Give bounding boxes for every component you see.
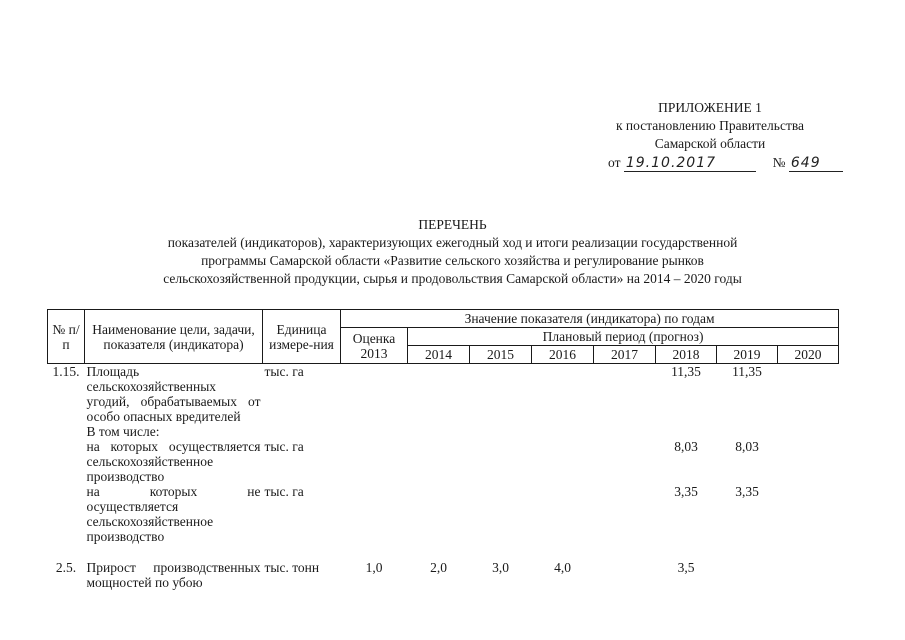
row-value <box>532 484 594 544</box>
number-prefix: № <box>772 155 786 170</box>
row-value: 3,0 <box>492 560 509 575</box>
row-num <box>48 484 85 544</box>
row-name: на которых осуществляется сельскохозяйственное производство <box>86 439 261 484</box>
header-year: 2018 <box>656 346 717 364</box>
header-plan-group: Плановый период (прогноз) <box>408 328 839 346</box>
table-row <box>48 424 839 439</box>
document-title <box>0 216 905 288</box>
title-line-2: программы Самарской области «Развитие сельского хозяйства и регулирование рынков <box>201 253 704 268</box>
row-value <box>470 439 532 484</box>
row-value <box>778 364 839 425</box>
handwritten-date: 19.10.2017 <box>624 156 756 172</box>
header-estimate: Оценка 2013 <box>341 328 408 364</box>
row-num <box>48 439 85 484</box>
row-value: 2,0 <box>430 560 447 575</box>
row-value <box>594 560 656 590</box>
row-name: Прирост производственных мощностей по убою <box>86 560 261 590</box>
row-name: на которых не осуществляется сельскохозяйственное производство <box>86 484 261 544</box>
row-value <box>717 424 778 439</box>
row-value <box>408 364 470 425</box>
indicators-table <box>47 309 839 590</box>
row-unit: тыс. га <box>264 484 304 499</box>
row-value: 11,35 <box>732 364 762 379</box>
row-value <box>341 484 408 544</box>
row-num: 2.5. <box>55 560 77 575</box>
row-value <box>594 424 656 439</box>
row-name: Площадь сельскохозяйственных угодий, обрабатываемых от особо опасных вредителей <box>86 364 261 424</box>
row-value <box>470 364 532 425</box>
row-value <box>594 439 656 484</box>
row-num <box>48 424 85 439</box>
row-value: 3,5 <box>677 560 695 575</box>
table-row <box>48 484 839 544</box>
handwritten-number: 649 <box>789 156 843 172</box>
row-value <box>408 424 470 439</box>
header-year: 2020 <box>778 346 839 364</box>
row-value <box>470 424 532 439</box>
appendix-line-3: Самарской области <box>654 136 766 151</box>
table-row <box>48 560 839 590</box>
row-value <box>778 439 839 484</box>
row-value <box>408 484 470 544</box>
header-unit: Единица измере-ния <box>263 310 341 364</box>
header-values-group: Значение показателя (индикатора) по годам <box>341 310 839 328</box>
row-name: В том числе: <box>86 424 160 439</box>
row-value: 8,03 <box>674 439 698 454</box>
table-row <box>48 439 839 484</box>
row-value: 3,35 <box>735 484 759 499</box>
row-value <box>656 424 717 439</box>
row-value <box>341 364 408 425</box>
row-value: 11,35 <box>671 364 701 379</box>
row-value <box>408 439 470 484</box>
row-unit <box>263 424 341 439</box>
title-line-1: показателей (индикаторов), характеризующих ежегодный ход и итоги реализации государственной <box>167 235 738 250</box>
row-value <box>341 439 408 484</box>
row-value: 1,0 <box>365 560 383 575</box>
appendix-line-2: к постановлению Правительства <box>615 118 805 133</box>
row-value <box>778 424 839 439</box>
row-unit: тыс. га <box>264 364 304 379</box>
title-heading: ПЕРЕЧЕНЬ <box>418 217 487 232</box>
row-num: 1.15. <box>52 364 80 379</box>
row-value <box>778 560 839 590</box>
header-year: 2019 <box>717 346 778 364</box>
date-prefix: от <box>608 155 621 170</box>
row-value <box>532 439 594 484</box>
header-year: 2016 <box>532 346 594 364</box>
appendix-block <box>560 99 860 172</box>
row-value <box>717 560 778 590</box>
row-value <box>778 484 839 544</box>
row-value: 8,03 <box>735 439 759 454</box>
appendix-date-line <box>560 154 860 172</box>
header-name: Наименование цели, задачи, показателя (индикатора) <box>85 310 263 364</box>
row-value <box>341 424 408 439</box>
header-year: 2014 <box>408 346 470 364</box>
row-unit: тыс. га <box>264 439 304 454</box>
row-value <box>594 484 656 544</box>
row-value <box>532 424 594 439</box>
row-value <box>470 484 532 544</box>
row-value: 3,35 <box>674 484 698 499</box>
row-unit: тыс. тонн <box>264 560 320 575</box>
row-value <box>532 364 594 425</box>
title-line-3: сельскохозяйственной продукции, сырья и продовольствия Самарской области» на 2014 – 2020 годы <box>163 271 742 286</box>
table-row <box>48 364 839 425</box>
row-value <box>594 364 656 425</box>
row-value: 4,0 <box>554 560 571 575</box>
header-year: 2017 <box>594 346 656 364</box>
header-num: № п/п <box>48 310 85 364</box>
appendix-line-1: ПРИЛОЖЕНИЕ 1 <box>658 100 762 115</box>
header-year: 2015 <box>470 346 532 364</box>
